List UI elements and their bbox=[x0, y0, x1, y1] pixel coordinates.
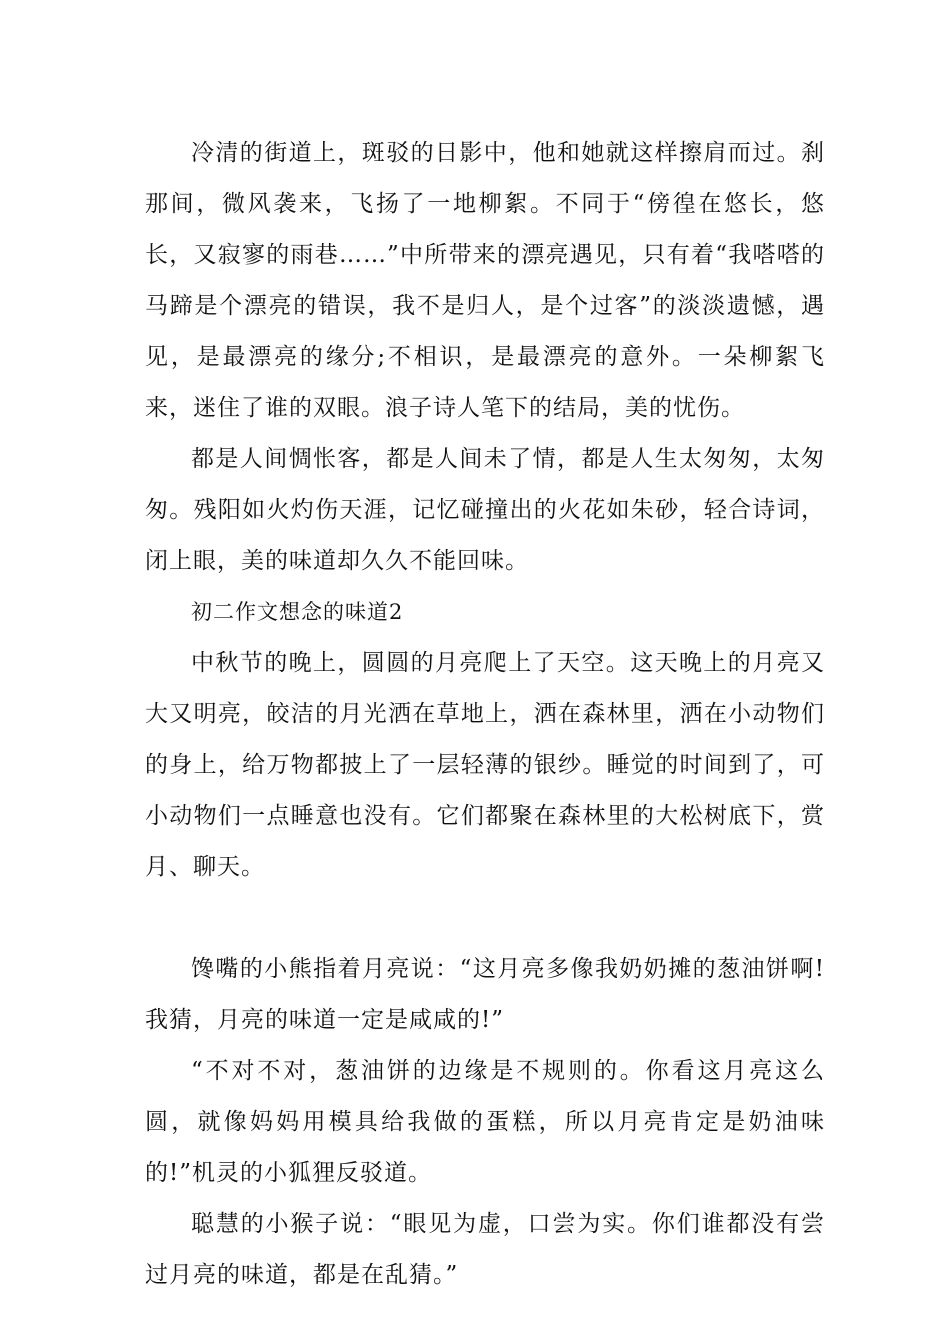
paragraph-3: 中秋节的晚上，圆圆的月亮爬上了天空。这天晚上的月亮又大又明亮，皎洁的月光洒在草地上，洒在森林里，洒在小动物们的身上，给万物都披上了一层轻薄的银纱。睡觉的时间到了，可小动物们一点睡意也没有。它们都聚在森林里的大松树底下，赏月、聊天。 bbox=[145, 650, 825, 880]
paragraph-4: 馋嘴的小熊指着月亮说：“这月亮多像我奶奶摊的葱油饼啊!我猜，月亮的味道一定是咸咸的!” bbox=[145, 956, 825, 1033]
paragraph-1: 冷清的街道上，斑驳的日影中，他和她就这样擦肩而过。刹那间，微风袭来，飞扬了一地柳絮。不同于“傍徨在悠长，悠长，又寂寥的雨巷……”中所带来的漂亮遇见，只有着“我嗒嗒的马蹄是个漂亮的错误，我不是归人，是个过客”的淡淡遗憾，遇见，是最漂亮的缘分;不相识，是最漂亮的意外。一朵柳絮飞来，迷住了谁的双眼。浪子诗人笔下的结局，美的忧伤。 bbox=[145, 140, 825, 421]
paragraph-5: “不对不对，葱油饼的边缘是不规则的。你看这月亮这么圆，就像妈妈用模具给我做的蛋糕，所以月亮肯定是奶油味的!”机灵的小狐狸反驳道。 bbox=[145, 1058, 825, 1186]
document-body bbox=[145, 128, 825, 1301]
paragraph-2: 都是人间惆怅客，都是人间未了情，都是人生太匆匆，太匆匆。残阳如火灼伤天涯，记忆碰撞出的火花如朱砂，轻合诗词，闭上眼，美的味道却久久不能回味。 bbox=[145, 446, 825, 574]
section-title: 初二作文想念的味道2 bbox=[191, 600, 404, 624]
paragraph-6: 聪慧的小猴子说：“眼见为虚，口尝为实。你们谁都没有尝过月亮的味道，都是在乱猜。” bbox=[145, 1211, 825, 1288]
blank-line bbox=[145, 893, 825, 944]
